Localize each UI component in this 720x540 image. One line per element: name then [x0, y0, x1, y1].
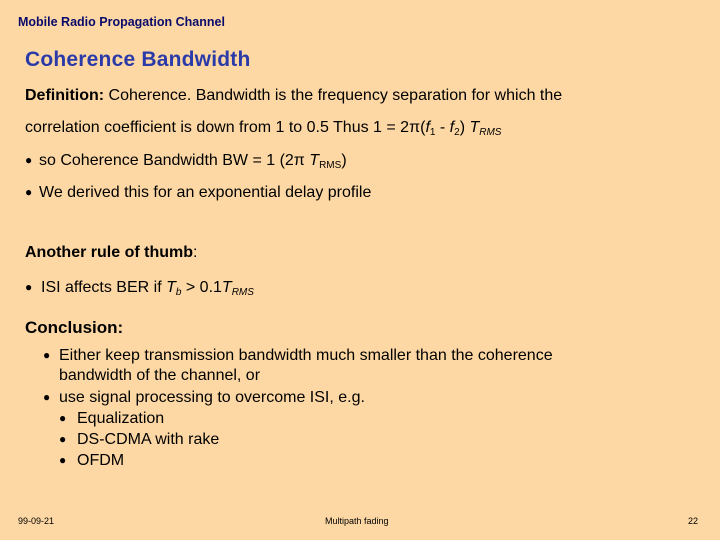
close-paren: )	[459, 119, 466, 136]
t-subscript: RMS	[231, 287, 254, 298]
bullet-dot-icon: ●	[59, 453, 67, 467]
rule-isi	[25, 277, 254, 298]
bullet-text-a: so Coherence Bandwidth BW = 1 (2π	[39, 152, 310, 169]
sub-item-ofdm	[59, 450, 124, 471]
t-rms-symbol: T	[469, 119, 480, 136]
rule-heading	[25, 243, 197, 263]
sub-item-text: OFDM	[77, 452, 125, 469]
f2-symbol: f	[449, 119, 455, 136]
definition-text-2: correlation coefficient is down from 1 to 0.5 Thus 1 = 2π(	[25, 119, 426, 136]
t-subscript: RMS	[319, 160, 342, 171]
conclusion-item-text: Either keep transmission bandwidth much smaller than the coherence	[59, 347, 553, 364]
bullet-dot-icon: ●	[25, 185, 33, 199]
footer-title: Multipath fading	[325, 516, 389, 526]
sub-item-text: Equalization	[77, 410, 165, 427]
bullet-dot-icon: ●	[25, 280, 33, 294]
t-symbol: T	[221, 279, 232, 296]
bullet-coherence-bw	[25, 150, 347, 171]
rule-heading-bold: Another rule of thumb	[25, 244, 193, 261]
conclusion-item-text: use signal processing to overcome ISI, e.g.	[59, 389, 365, 406]
bullet-dot-icon: ●	[43, 390, 51, 404]
bullet-dot-icon: ●	[59, 411, 67, 425]
conclusion-item-1	[43, 345, 553, 366]
sub-item-ds-cdma	[59, 429, 219, 450]
sub-item-equalization	[59, 408, 164, 429]
bullet-dot-icon: ●	[25, 153, 33, 167]
bullet-text: We derived this for an exponential delay profile	[39, 184, 372, 201]
tb-subscript: b	[175, 287, 182, 298]
conclusion-heading: Conclusion:	[25, 318, 124, 337]
bullet-dot-icon: ●	[59, 432, 67, 446]
definition-line-1	[25, 86, 562, 106]
footer-page-number: 22	[688, 516, 699, 526]
tb-symbol: T	[166, 279, 176, 296]
slide-header: Mobile Radio Propagation Channel	[18, 15, 225, 29]
definition-label: Definition:	[25, 87, 105, 104]
sub-item-text: DS-CDMA with rake	[77, 431, 220, 448]
footer-date: 99-09-21	[18, 516, 55, 526]
rule-text-b: > 0.1	[181, 279, 222, 296]
slide-title: Coherence Bandwidth	[25, 48, 251, 71]
t-rms-subscript: RMS	[479, 127, 502, 138]
bullet-exponential	[25, 182, 371, 203]
rule-heading-colon: :	[192, 244, 198, 261]
f2-subscript: 2	[454, 127, 460, 138]
minus-sign: -	[435, 119, 450, 136]
t-symbol: T	[309, 152, 320, 169]
conclusion-item-1-cont: bandwidth of the channel, or	[59, 367, 261, 384]
definition-text-1: Coherence. Bandwidth is the frequency separation for which the	[108, 87, 563, 104]
definition-line-2	[25, 118, 501, 138]
rule-text-a: ISI affects BER if	[41, 279, 167, 296]
conclusion-item-2	[43, 387, 365, 408]
f1-subscript: 1	[429, 127, 436, 138]
f1-symbol: f	[425, 119, 430, 136]
bullet-dot-icon: ●	[43, 348, 51, 362]
bullet-text-b: )	[341, 152, 347, 169]
